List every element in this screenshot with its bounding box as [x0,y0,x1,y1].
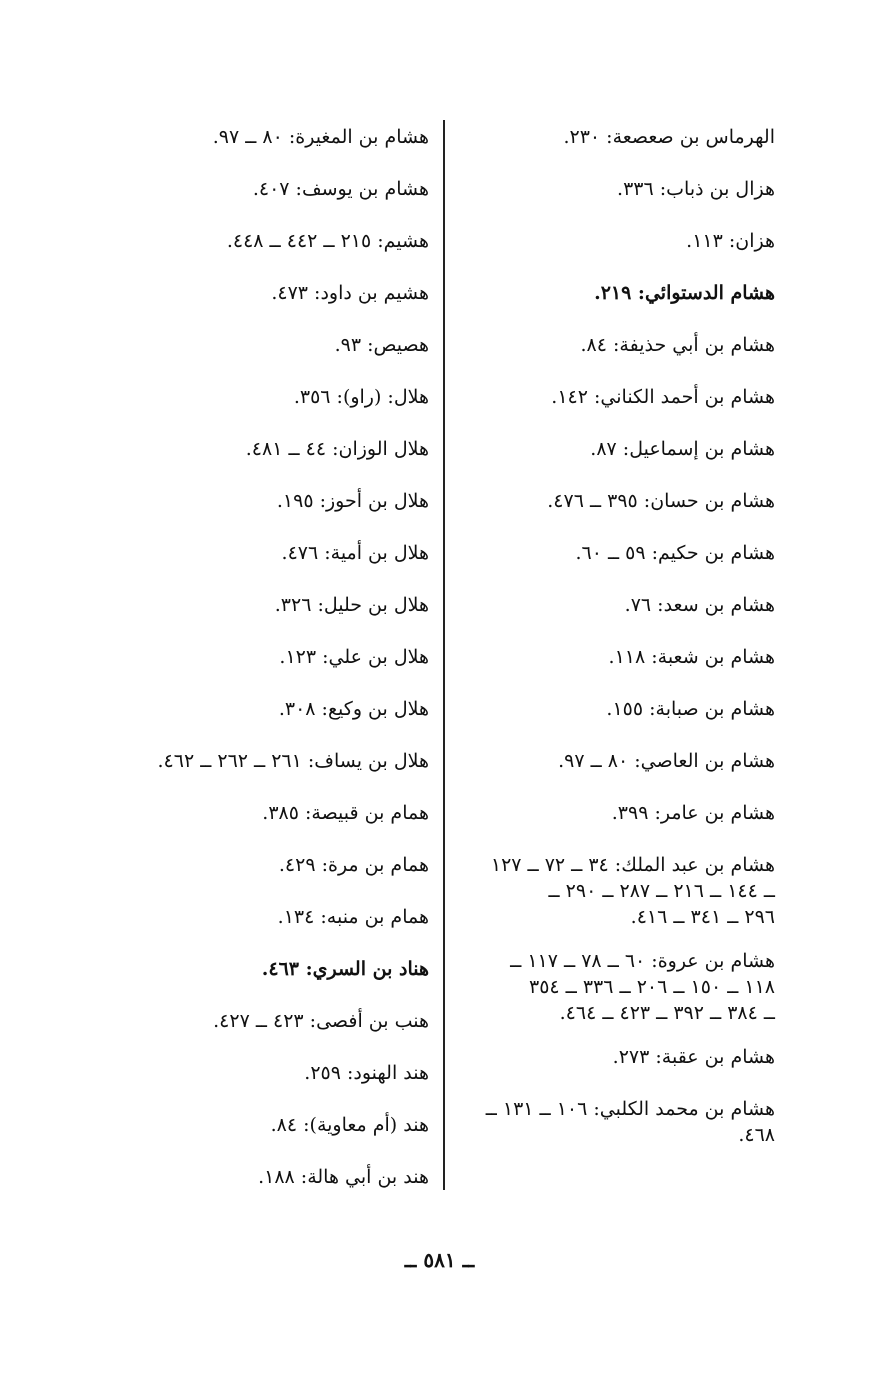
index-entry-line: همام بن مرة: ٤٢٩. [278,854,429,876]
index-entry [89,696,429,722]
page-number: ــ ٥٨١ ــ [404,1248,475,1272]
index-entry-line: هشام بن عقبة: ٢٧٣. [612,1046,775,1068]
index-entry [89,592,429,618]
index-entry-line: هشيم بن داود: ٤٧٣. [271,282,429,304]
index-entry-line: هشام بن حكيم: ٥٩ ــ ٦٠. [575,542,775,564]
index-entry [89,748,429,774]
index-entry-line: هزال بن ذباب: ٣٣٦. [617,178,775,200]
index-entry [445,436,775,462]
index-entry-line: هلال الوزان: ٤٤ ــ ٤٨١. [245,438,429,460]
index-column-left [89,124,429,1216]
index-entry [89,384,429,410]
index-entry-line: همام بن قبيصة: ٣٨٥. [262,802,429,824]
index-entry [445,852,775,930]
index-entry [445,948,775,1026]
index-entry [89,800,429,826]
index-entry-line: هشام بن عامر: ٣٩٩. [611,802,775,824]
index-entry [89,1008,429,1034]
index-entry [445,592,775,618]
column-divider [443,120,445,1190]
index-entry-line: هلال بن علي: ١٢٣. [279,646,429,668]
index-entry [89,124,429,150]
index-entry-line: ــ ١٤٤ ــ ٢١٦ ــ ٢٨٧ ــ ٢٩٠ ــ [548,880,775,902]
index-entry [89,1164,429,1190]
index-entry [89,852,429,878]
index-column-right [445,124,775,1166]
index-entry-line: هشام بن أحمد الكناني: ١٤٢. [551,386,775,408]
index-entry-line: هشام الدستوائي: ٢١٩. [594,282,775,304]
index-entry-line: هنب بن أفصى: ٤٢٣ ــ ٤٢٧. [213,1010,429,1032]
index-entry [89,280,429,306]
index-entry-line: هلال بن أحوز: ١٩٥. [276,490,429,512]
index-entry-line: ٢٩٦ ــ ٣٤١ ــ ٤١٦. [630,906,775,928]
index-entry [89,644,429,670]
index-entry-line: ــ ٣٨٤ ــ ٣٩٢ ــ ٤٢٣ ــ ٤٦٤. [559,1002,775,1024]
index-entry [445,696,775,722]
index-entry [445,332,775,358]
index-entry-line: هلال بن أمية: ٤٧٦. [281,542,429,564]
index-entry [89,1112,429,1138]
index-entry [445,488,775,514]
index-entry-line: هشام بن محمد الكلبي: ١٠٦ ــ ١٣١ ــ [485,1098,775,1120]
index-entry-line: هشام بن حسان: ٣٩٥ ــ ٤٧٦. [547,490,775,512]
index-entry-line: هشام بن أبي حذيفة: ٨٤. [580,334,775,356]
index-entry [445,228,775,254]
index-entry-line: هشام بن المغيرة: ٨٠ ــ ٩٧. [212,126,429,148]
index-entry-line: ١١٨ ــ ١٥٠ ــ ٢٠٦ ــ ٣٣٦ ــ ٣٥٤ [529,976,775,998]
index-entry-line: الهرماس بن صعصعة: ٢٣٠. [563,126,775,148]
index-entry-line: ٤٦٨. [738,1124,775,1146]
index-entry-line: هشام بن صبابة: ١٥٥. [606,698,775,720]
index-entry [445,540,775,566]
index-entry-line: هزان: ١١٣. [686,230,775,252]
index-entry [89,488,429,514]
index-entry-line: هشام بن شعبة: ١١٨. [608,646,775,668]
index-entry [89,956,429,982]
index-entry [445,644,775,670]
index-entry-line: هلال بن يساف: ٢٦١ ــ ٢٦٢ ــ ٤٦٢. [157,750,429,772]
index-entry-line: هند الهنود: ٢٥٩. [304,1062,429,1084]
index-entry-line: هصيص: ٩٣. [334,334,429,356]
index-entry [89,176,429,202]
index-entry-line: هلال: (راو): ٣٥٦. [293,386,429,408]
index-entry-line: هشام بن العاصي: ٨٠ ــ ٩٧. [558,750,775,772]
index-entry [445,1096,775,1148]
index-entry-line: هشام بن عبد الملك: ٣٤ ــ ٧٢ ــ ١٢٧ [490,854,775,876]
index-entry [445,124,775,150]
index-entry-line: همام بن منبه: ١٣٤. [277,906,429,928]
index-entry-line: هند بن أبي هالة: ١٨٨. [258,1166,429,1188]
index-entry [89,540,429,566]
index-entry [89,436,429,462]
index-entry [445,384,775,410]
index-entry [89,228,429,254]
index-entry [89,332,429,358]
index-entry-line: هشيم: ٢١٥ ــ ٤٤٢ ــ ٤٤٨. [226,230,429,252]
index-entry [445,748,775,774]
index-entry-line: هند (أم معاوية): ٨٤. [270,1114,429,1136]
index-entry [445,800,775,826]
index-entry [445,1044,775,1070]
index-entry-line: هشام بن سعد: ٧٦. [624,594,775,616]
index-entry-line: هشام بن عروة: ٦٠ ــ ٧٨ ــ ١١٧ ــ [510,950,775,972]
index-entry-line: هشام بن يوسف: ٤٠٧. [252,178,429,200]
index-entry-line: هناد بن السري: ٤٦٣. [261,958,429,980]
index-entry [89,904,429,930]
index-entry-line: هلال بن وكيع: ٣٠٨. [278,698,429,720]
index-entry [445,280,775,306]
index-entry-line: هلال بن حليل: ٣٢٦. [274,594,429,616]
index-entry [89,1060,429,1086]
index-entry-line: هشام بن إسماعيل: ٨٧. [590,438,775,460]
index-entry [445,176,775,202]
